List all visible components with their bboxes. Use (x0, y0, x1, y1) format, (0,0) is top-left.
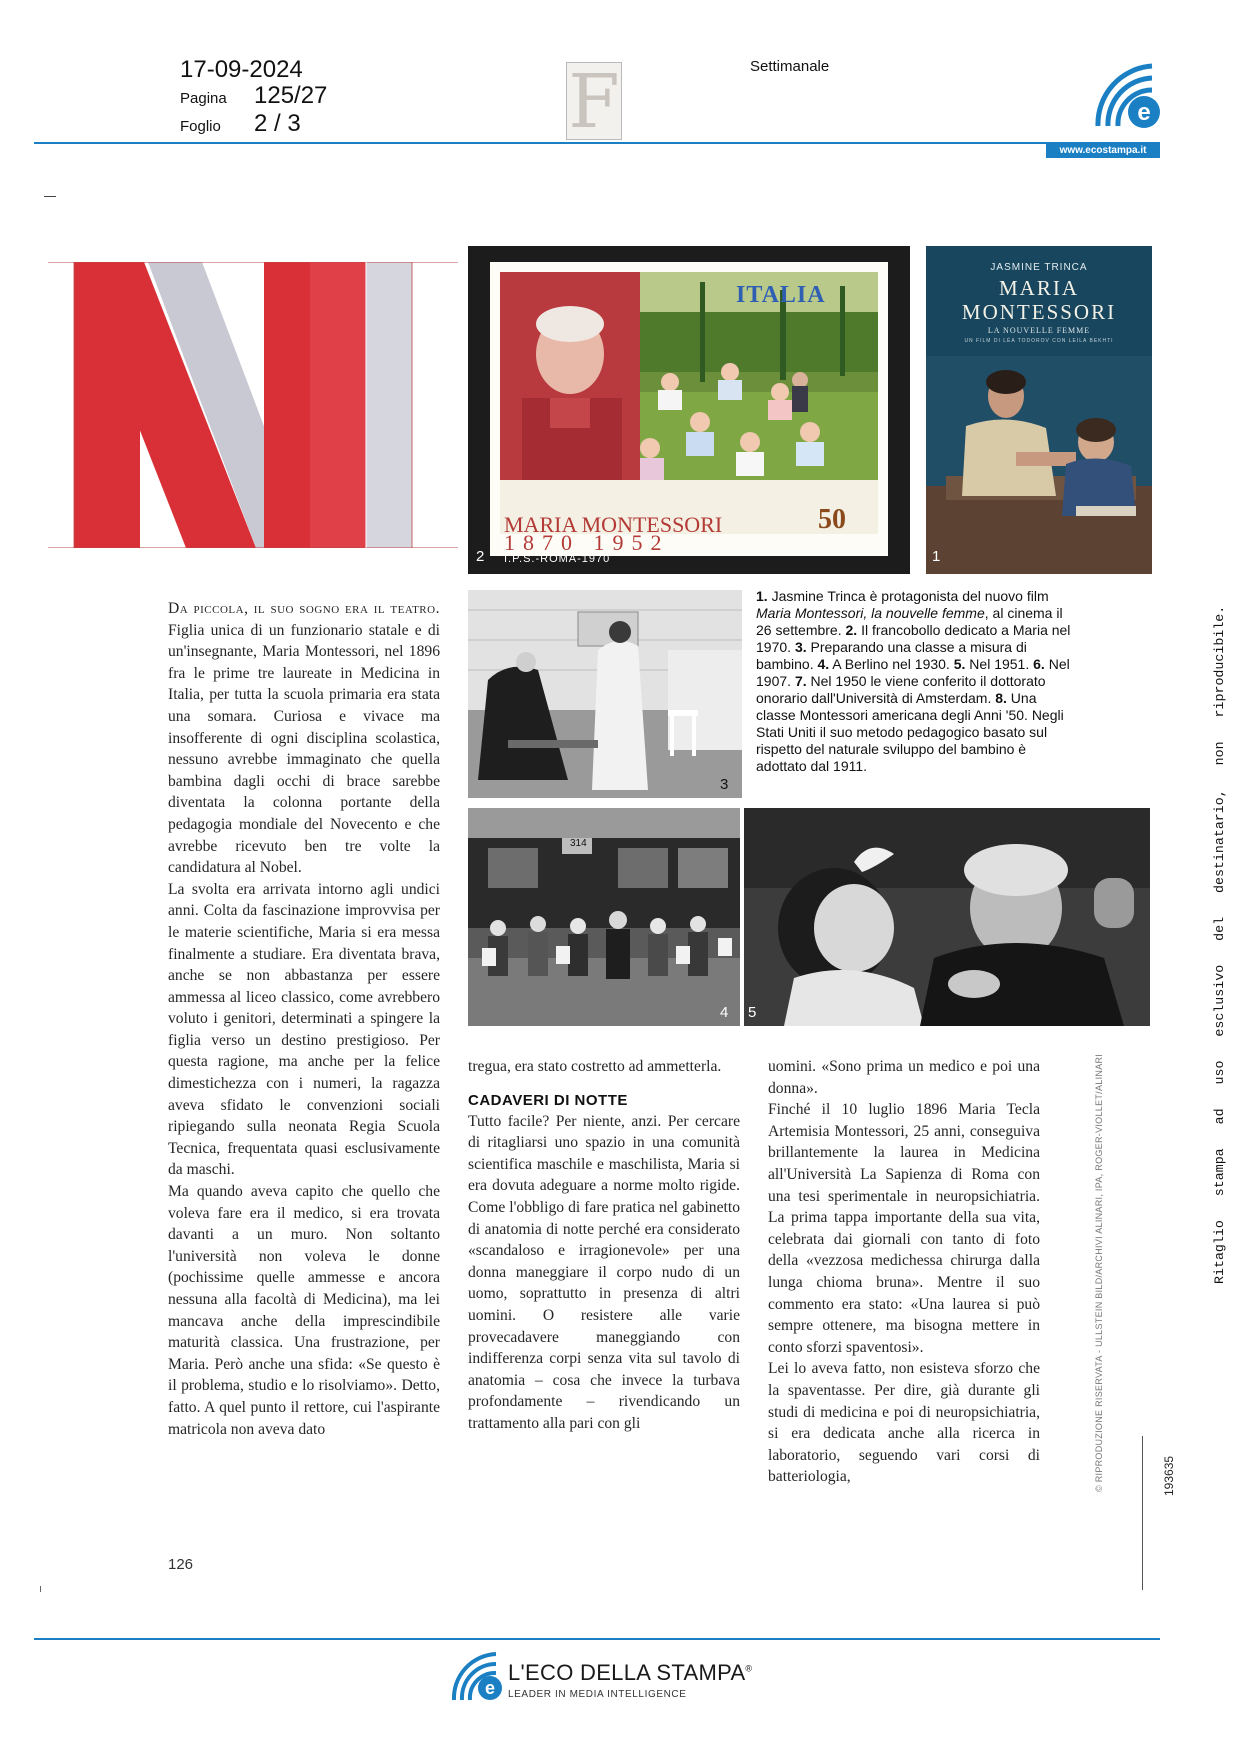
stamp-country: ITALIA (736, 282, 826, 308)
photo-3-image (468, 590, 742, 798)
article-paragraph: Lei lo aveva fatto, non esisteva sforzo che la spaventasse. Per dire, già durante gli studi di medicina e poi di neuropsichiatria, si era dedicata anche alla ricerca in laboratorio, seguendo vari corsi di batteriologia, (768, 1360, 1040, 1486)
stamp-name: MARIA MONTESSORI (504, 512, 723, 537)
article-text: Figlia unica di un funzionario statale e di un'insegnante, Maria Montessori, nel 1896 fra le prime tre laureate in Medicina in Italia, per tutta la scuola primaria era stata una somara. Curiosa e vivace ma insofferente di ogni disciplina scolastica, nessuno avrebbe immaginato che quella bambina dagli occhi di brace sarebbe diventata la colonna portante della pedagogia mondiale del Novecento e che avrebbe ricevuto ben tre volte la candidatura al Nobel. (168, 621, 440, 877)
sheet-value: 2 / 3 (254, 110, 301, 137)
train-sign: 314 (570, 838, 587, 849)
photo-number-4: 4 (720, 1004, 729, 1021)
poster-title-line1: MARIA (998, 276, 1079, 300)
poster-credit: UN FILM DI LÉA TODOROV CON LEILA BEKHTI (964, 338, 1114, 344)
photo-film-poster (926, 246, 1152, 574)
caption-text-4: A Berlino nel 1930. (829, 656, 954, 672)
stamp-printer: I.P.S.-ROMA-1970 (504, 553, 611, 565)
article-lead-in: Da piccola, il suo sogno era il teatro. (168, 600, 440, 617)
caption-text-5: Nel 1951. (965, 656, 1034, 672)
caption-num-1: 1. (756, 588, 768, 604)
caption-num-6: 6. (1033, 656, 1045, 672)
photo-number-3: 3 (720, 776, 729, 793)
poster-title-line2: MONTESSORI (961, 300, 1117, 324)
stamp-value: 50 (818, 504, 846, 535)
publication-f-logo: F (566, 62, 622, 140)
eco-logo-icon (1090, 56, 1162, 132)
footer-brand-name (508, 1660, 752, 1686)
caption-num-2: 2. (845, 622, 858, 638)
website-badge: www.ecostampa.it (1046, 143, 1160, 158)
poster-subtitle: LA NOUVELLE FEMME (987, 326, 1091, 335)
article-paragraph: Finché il 10 luglio 1896 Maria Tecla Artemisia Montessori, 25 anni, conseguiva brillantemente la laurea in Medicina all'Università La Sapienza di Roma con una tesi sperimentale in neuropsichiatria. La prima tappa importante della sua vita, celebrata dai giornali con tanto di foto della «vezzosa medichessa chirurga dalla lunga chioma bruna». Mentre il suo commento era stato: «Una laurea si può sempre ottenere, ma bisogna mettere in conto sforzi spaventosi». (768, 1101, 1040, 1356)
photo-number-2: 2 (476, 548, 485, 565)
stamp-years: 1870 1952 (504, 530, 670, 555)
margin-rule (1142, 1436, 1143, 1590)
photo-berlin-1930 (468, 808, 740, 1026)
caption-num-5: 5. (953, 656, 966, 672)
caption-num-3: 3. (794, 639, 807, 655)
photo-1951-child (744, 808, 1150, 1026)
caption-num-7: 7. (794, 673, 807, 689)
clip-code: 193635 (1162, 1455, 1176, 1496)
page-value: 125/27 (254, 82, 328, 109)
page-number: 126 (168, 1556, 194, 1573)
poster-scene (926, 356, 1152, 574)
clip-date: 17-09-2024 (180, 56, 303, 83)
article-paragraph (168, 598, 440, 879)
photo-number-5: 5 (748, 1004, 757, 1021)
article-column-1 (168, 598, 440, 1440)
article-column-2 (468, 1056, 740, 1435)
article-paragraph: Ma quando aveva capito che quello che voleva fare era il medico, si era trovata davanti a un muro. Non soltanto l'università non voleva le donne (pochissime quelle ammesse e ancora nessuna alla facoltà di Medicina), ma lei mancava anche della imprescindibile maturità classica. Una frustrazione, per Maria. Però anche una sfida: «Se questo è il problema, studio e lo risolviamo». Detto, fatto. A quel punto il rettore, cui l'aspirante matricola non aveva dato (168, 1183, 440, 1438)
caption-text-1b: , al cinema il 26 settembre. (756, 605, 1063, 638)
photo-credit: © RIPRODUZIONE RISERVATA - ULLSTEIN BILD/ARCHIVI ALINARI, IPA, ROGER-VIOLLET/ALINARI (1094, 1053, 1104, 1492)
drop-initial-m (48, 262, 458, 548)
photo-caption (756, 588, 1076, 775)
footer-brand-text: L'ECO DELLA STAMPA (508, 1660, 746, 1685)
eco-logo-icon (450, 1646, 502, 1704)
caption-num-8: 8. (995, 690, 1007, 706)
photo-number-1: 1 (932, 548, 941, 565)
reproduction-notice: Ritaglio stampa ad uso esclusivo del destinatario, non riproducibile. (1212, 605, 1227, 1284)
sheet-label: Foglio (180, 118, 221, 135)
svg-text:e: e (1137, 99, 1151, 126)
caption-text-2: Il francobollo dedicato a Maria nel 1970. (756, 622, 1071, 655)
footer-registered-mark: ® (745, 1663, 753, 1674)
footer-tagline: LEADER IN MEDIA INTELLIGENCE (508, 1689, 687, 1700)
stamp-artwork (500, 272, 878, 534)
page-label: Pagina (180, 90, 227, 107)
article-paragraph: tregua, era stato costretto ad ammetterla. (468, 1058, 722, 1075)
caption-text-1a: Jasmine Trinca è protagonista del nuovo film (767, 588, 1049, 604)
footer-rule (34, 1638, 1160, 1640)
frequency-label: Settimanale (750, 58, 830, 75)
svg-text:e: e (484, 1678, 496, 1698)
caption-num-4: 4. (817, 656, 830, 672)
article-subheading: CADAVERI DI NOTTE (468, 1091, 628, 1109)
caption-text-6: Nel 1907. (756, 656, 1070, 689)
article-paragraph: La svolta era arrivata intorno agli undici anni. Colta da fascinazione improvvisa per le materie scientifiche, Maria si era messa finalmente a studiare. Era diventata brava, anche se non abbastanza per essere ammessa al liceo classico, come avrebbero voluto i genitori, determinati a spingere la figlia verso un destino prestigioso. Per questa ragione, ma anche per la felice dimestichezza con i numeri, la ragazza aveva sfidato le convenzioni sociali ripiegando sulla neonata Regia Scuola Tecnica, frequentata quasi esclusivamente da maschi. (168, 880, 440, 1179)
article-column-3 (768, 1056, 1040, 1488)
margin-tick (40, 1586, 41, 1592)
header-rule (34, 142, 1160, 144)
caption-text-7: Nel 1950 le viene conferito il dottorato onorario dall'Università di Amsterdam. (756, 673, 1046, 706)
photo-4-image (468, 808, 740, 1026)
article-paragraph: uomini. «Sono prima un medico e poi una donna». (768, 1058, 1040, 1097)
article-paragraph: Tutto facile? Per niente, anzi. Per cercare di ritagliarsi uno spazio in una comunità scientifica maschile e maschilista, Maria si era dovuta adeguare a norme molto rigide. Come l'obbligo di fare pratica nel gabinetto di anatomia di notte perché era considerato «scandaloso e irragionevole» per una donna maneggiare il corpo nudo di un uomo, soprattutto in presenza di altri uomini. O resistere alle varie provecadavere maneggiando con indifferenza corpi senza vita sul tavolo di anatomia – cosa che invece la turbava profondamente – rivendicando un trattamento alla pari con gli (468, 1112, 740, 1432)
caption-text-8: Una classe Montessori americana degli Anni '50. Negli Stati Uniti il suo metodo pedagogico basato sul rispetto del naturale sviluppo del bambino è adottato dal 1911. (756, 690, 1064, 774)
photo-5-image (744, 808, 1150, 1026)
caption-film-title: Maria Montessori, la nouvelle femme (756, 605, 985, 621)
photo-classroom-preparation (468, 590, 742, 798)
poster-actor: JASMINE TRINCA (990, 262, 1088, 273)
caption-text-3: Preparando una classe a misura di bambino. (756, 639, 1027, 672)
margin-dash (44, 196, 56, 197)
